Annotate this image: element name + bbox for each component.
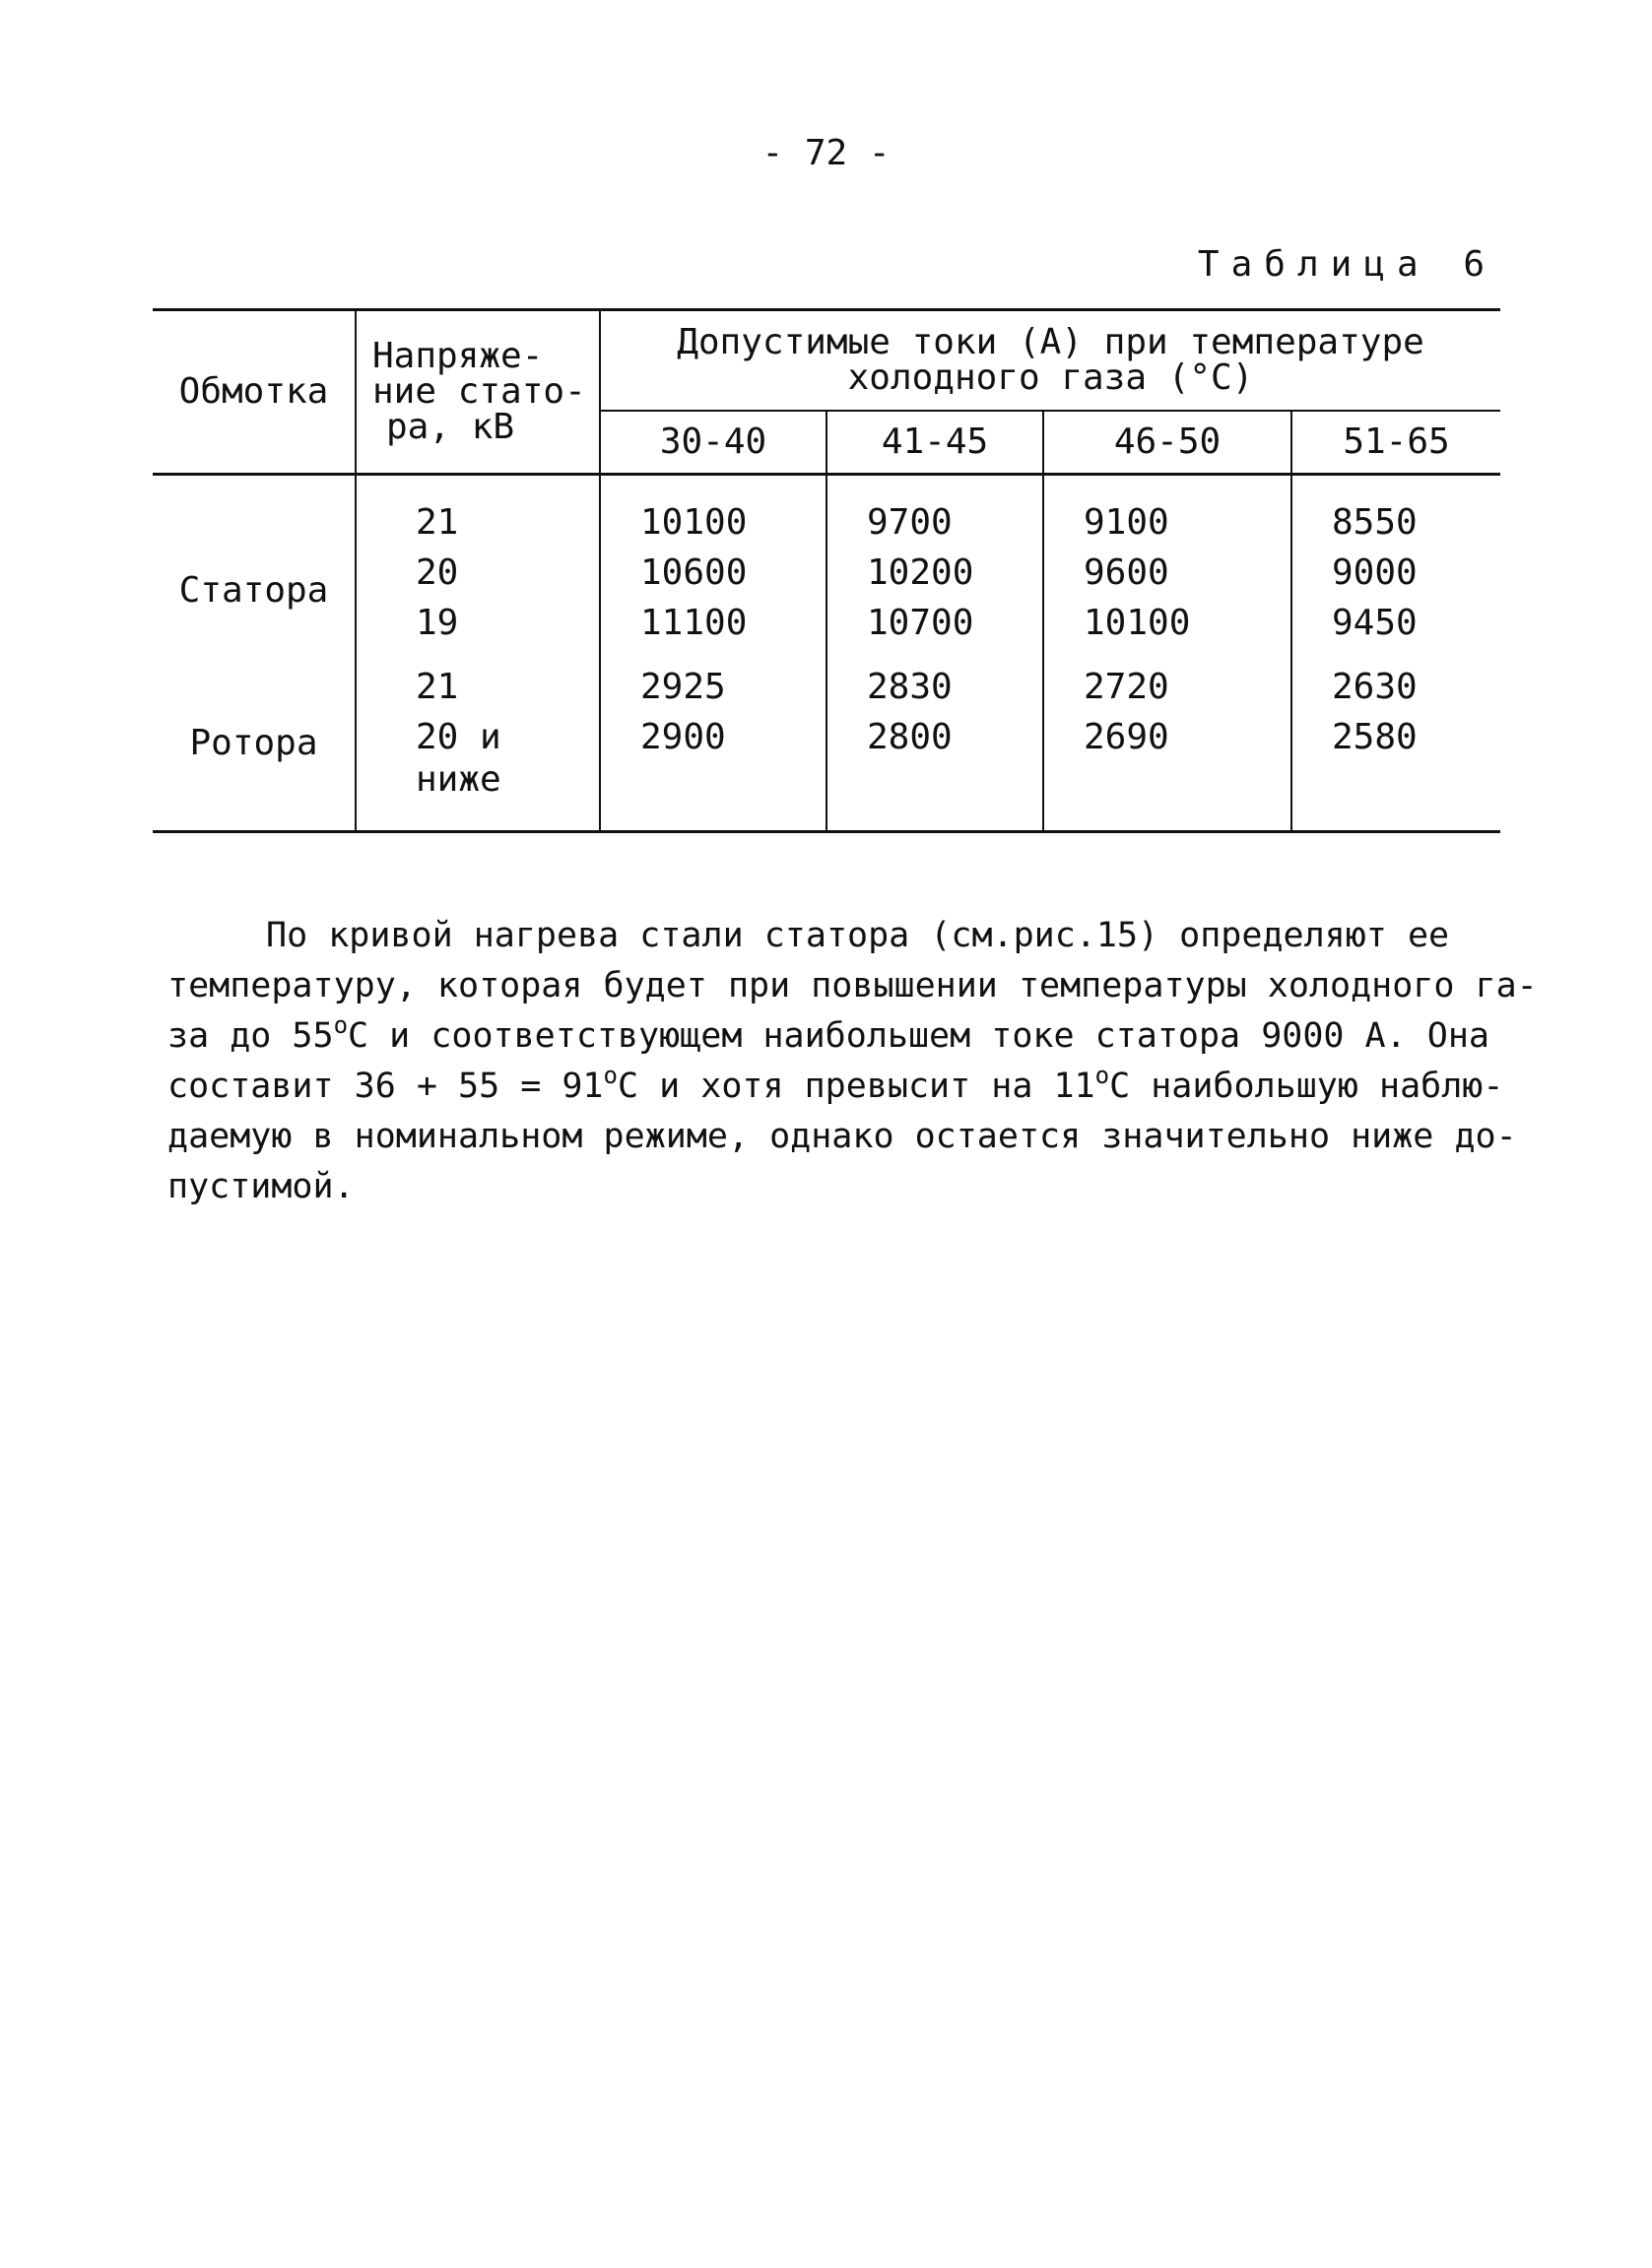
header-voltage-line-3: ра, кВ	[386, 407, 515, 447]
temp-range-1-column	[600, 475, 826, 832]
value-cell: 2580	[1332, 717, 1418, 757]
paragraph-fragment: С наибольшую наблю-	[1109, 1067, 1504, 1106]
header-winding-label: Обмотка	[178, 371, 329, 412]
header-temp-range-1: 30-40	[600, 411, 826, 475]
table-body-row	[153, 475, 1500, 832]
temp-range-3-column	[1043, 475, 1291, 832]
paragraph-line: температуру, которая будет при повышении температуры холодного га-	[167, 966, 1538, 1005]
value-cell: 2720	[1084, 667, 1169, 707]
value-cell: 2830	[867, 667, 953, 707]
voltage-cell: 21	[416, 667, 459, 707]
paragraph-line: даемую в номинальном режиме, однако остается значительно ниже до-	[167, 1117, 1517, 1156]
header-currents-line-2: холодного газа (°С)	[847, 357, 1254, 398]
value-cell: 2900	[640, 717, 726, 757]
value-cell: 10100	[1084, 603, 1191, 643]
value-cell: 9600	[1084, 552, 1169, 593]
value-cell: 9100	[1084, 502, 1169, 543]
temp-range-4-column	[1291, 475, 1500, 832]
value-cell: 2690	[1084, 717, 1169, 757]
table-caption: Таблица 6	[1197, 244, 1496, 285]
value-cell: 10200	[867, 552, 974, 593]
degree-superscript: о	[1094, 1062, 1110, 1089]
paragraph-line	[167, 1062, 1527, 1112]
winding-stator-label: Статора	[178, 570, 329, 611]
degree-superscript: о	[333, 1011, 349, 1039]
value-cell: 9000	[1332, 552, 1418, 593]
value-cell: 10700	[867, 603, 974, 643]
value-cell: 10600	[640, 552, 748, 593]
voltage-cell: 20 и	[416, 717, 501, 757]
paragraph-line	[167, 1011, 1527, 1062]
value-cell: 9700	[867, 502, 953, 543]
header-voltage-line-1: Напряже-	[372, 336, 544, 376]
value-cell: 2925	[640, 667, 726, 707]
voltage-cell-continuation: ниже	[416, 759, 501, 800]
header-temp-range-3: 46-50	[1043, 411, 1291, 475]
voltage-column	[356, 475, 600, 832]
allowed-currents-table	[153, 308, 1500, 833]
paragraph-line: пустимой.	[167, 1167, 355, 1206]
degree-superscript: о	[603, 1062, 618, 1089]
header-winding	[153, 310, 356, 475]
paragraph-fragment: С и соответствующем наибольшем токе статора 9000 А. Она	[348, 1016, 1489, 1056]
winding-rotor-label: Ротора	[189, 723, 318, 763]
value-cell: 2800	[867, 717, 953, 757]
temp-range-2-column	[826, 475, 1043, 832]
value-cell: 8550	[1332, 502, 1418, 543]
value-cell: 10100	[640, 502, 748, 543]
header-temp-range-2: 41-45	[826, 411, 1043, 475]
header-temp-range-4: 51-65	[1291, 411, 1500, 475]
body-paragraph	[167, 911, 1538, 1212]
value-cell: 11100	[640, 603, 748, 643]
paragraph-line: По кривой нагрева стали статора (см.рис.15) определяют ее	[266, 916, 1450, 955]
paragraph-fragment: за до 55	[167, 1016, 334, 1056]
paragraph-fragment: составит 36 + 55 = 91	[167, 1067, 604, 1106]
voltage-cell: 20	[416, 552, 459, 593]
voltage-cell: 19	[416, 603, 459, 643]
value-cell: 9450	[1332, 603, 1418, 643]
header-currents-line-1: Допустимые токи (А) при температуре	[677, 322, 1424, 362]
voltage-cell: 21	[416, 502, 459, 543]
page-number: - 72 -	[761, 133, 891, 173]
winding-column	[153, 475, 356, 832]
value-cell: 2630	[1332, 667, 1418, 707]
header-voltage-line-2: ние стато-	[372, 371, 586, 412]
paragraph-fragment: С и хотя превысит на 11	[617, 1067, 1095, 1106]
header-allowed-currents	[600, 310, 1500, 412]
header-voltage	[356, 310, 600, 475]
